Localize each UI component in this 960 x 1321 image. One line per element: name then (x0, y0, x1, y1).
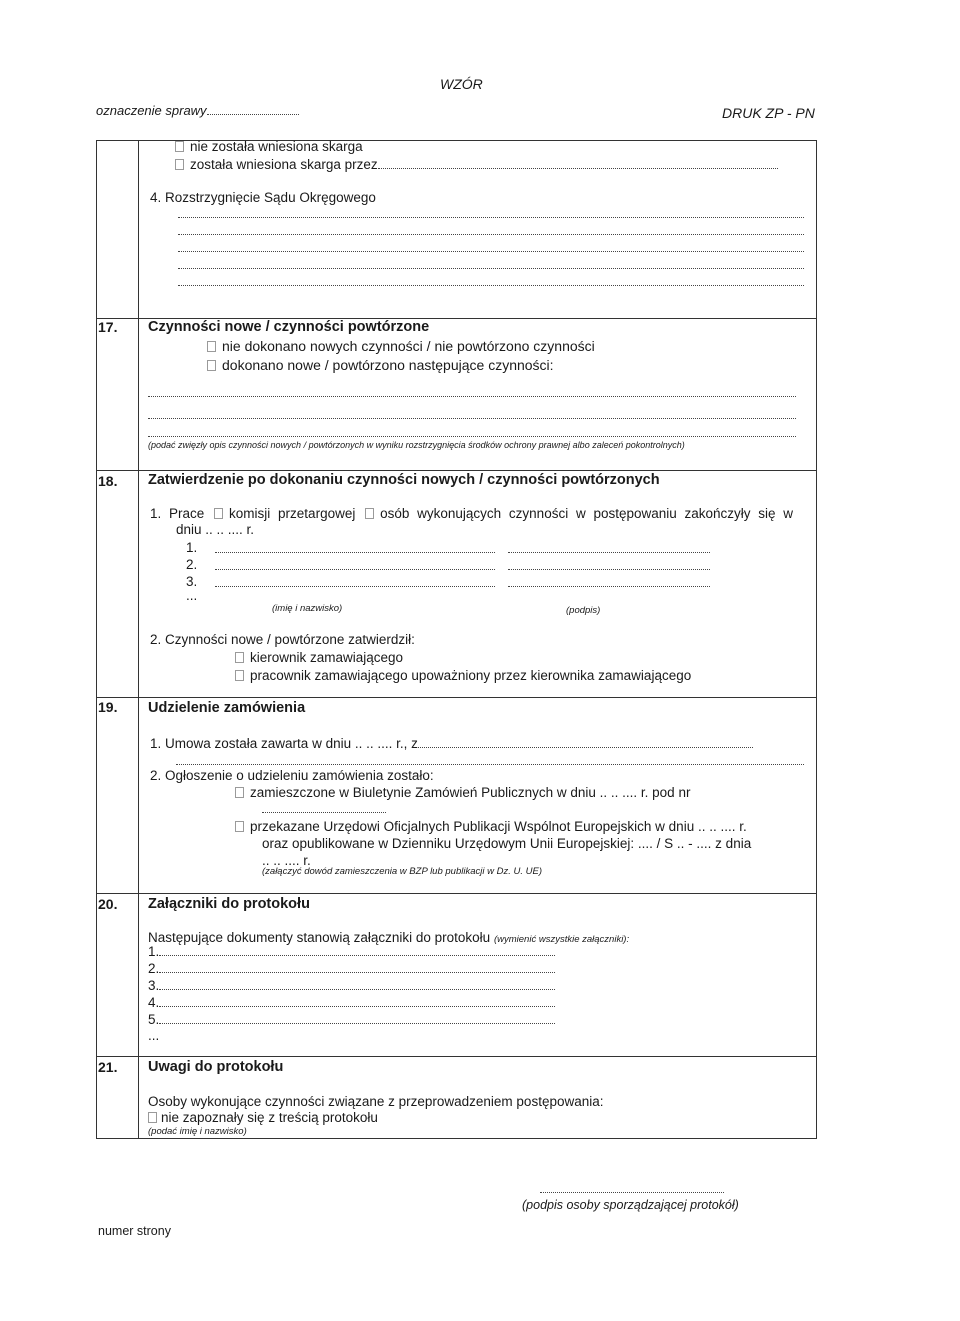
option-bzp-label: zamieszczone w Biuletynie Zamówień Publicznych w dniu .. .. .... r. pod nr (250, 785, 691, 800)
signature-row-2-name[interactable] (215, 569, 495, 570)
district-court-dots-2[interactable] (178, 234, 804, 235)
section-18-number: 18. (98, 473, 118, 489)
option-eu-notice[interactable] (235, 819, 747, 834)
checkbox[interactable] (175, 141, 184, 152)
option-new-actions[interactable] (207, 357, 554, 373)
protocol-signature-dots[interactable] (540, 1192, 724, 1193)
bzp-number-dots[interactable] (262, 812, 386, 813)
option-not-read-protocol[interactable] (148, 1110, 378, 1125)
attachment-4-number: 4. (148, 995, 160, 1010)
section-20-number: 20. (98, 896, 118, 912)
attachment-1 (148, 944, 555, 959)
checkbox-commission[interactable] (214, 508, 223, 519)
protocol-signature-label: (podpis osoby sporządzającej protokół) (522, 1198, 739, 1212)
section-21-number: 21. (98, 1059, 118, 1075)
section-20-title: Załączniki do protokołu (148, 896, 310, 912)
divider-19 (96, 697, 817, 698)
attachment-5-dots[interactable] (159, 1012, 555, 1024)
section-18-point-1 (150, 506, 793, 521)
option-complaint-filed[interactable] (175, 157, 778, 172)
table-bottom-border (96, 1138, 817, 1139)
option-employee-label: pracownik zamawiającego upoważniony przez kierownika zamawiającego (250, 668, 692, 683)
option-not-read-label: nie zapoznały się z treścią protokołu (161, 1110, 378, 1125)
checkbox[interactable] (207, 360, 216, 371)
section-18-title: Zatwierdzenie po dokonaniu czynności nowych / czynności powtórzonych (148, 472, 660, 488)
section-18-date: dniu .. .. .... r. (176, 522, 255, 537)
new-actions-dots-3[interactable] (148, 436, 796, 437)
attachments-intro (148, 930, 629, 945)
point-1-prefix: 1. Prace (150, 506, 205, 521)
signature-row-1-signature[interactable] (508, 552, 710, 553)
attachment-3-dots[interactable] (159, 978, 555, 990)
section-17-note: (podać zwięzły opis czynności nowych / powtórzonych w wyniku rozstrzygnięcia środków ochrony prawnej albo zaleceń pokontrolnych) (148, 440, 685, 450)
signature-row-3-number: 3. (186, 574, 198, 589)
divider-20 (96, 893, 817, 894)
checkbox[interactable] (235, 787, 244, 798)
template-label: WZÓR (440, 76, 483, 92)
option-complaint-not-filed-label: nie została wniesiona skarga (190, 139, 363, 154)
attachment-3-number: 3. (148, 978, 160, 993)
attachment-1-number: 1. (148, 944, 160, 959)
table-left-border (96, 140, 97, 1138)
divider-18 (96, 470, 817, 471)
option-head-label: kierownik zamawiającego (250, 650, 404, 665)
section-19-title: Udzielenie zamówienia (148, 700, 306, 716)
checkbox[interactable] (235, 821, 244, 832)
attachment-5-number: 5. (148, 1012, 160, 1027)
section-18-point-2: 2. Czynności nowe / powtórzone zatwierdził: (150, 632, 415, 647)
point-1-commission: komisji przetargowej (229, 506, 356, 521)
option-no-new-actions-label: nie dokonano nowych czynności / nie powtórzono czynności (222, 338, 595, 354)
option-new-actions-label: dokonano nowe / powtórzono następujące czynności: (222, 357, 554, 373)
section-17-title: Czynności nowe / czynności powtórzone (148, 319, 430, 335)
attachment-3 (148, 978, 555, 993)
option-complaint-filed-label: została wniesiona skarga przez (190, 157, 378, 172)
district-court-dots-5[interactable] (178, 285, 804, 286)
new-actions-dots-1[interactable] (148, 396, 796, 397)
case-designation-text: oznaczenie sprawy (96, 103, 207, 118)
eu-journal-date: .. .. .... r. (262, 853, 311, 868)
signature-row-1-name[interactable] (215, 552, 495, 553)
section-21-title: Uwagi do protokołu (148, 1059, 284, 1075)
name-column-label: (imię i nazwisko) (272, 603, 343, 614)
section-21-note: (podać imię i nazwisko) (148, 1126, 247, 1137)
contract-party-dots-2[interactable] (176, 764, 804, 765)
checkbox-persons[interactable] (365, 508, 374, 519)
signature-row-2-number: 2. (186, 557, 198, 572)
page-number-label: numer strony (98, 1224, 171, 1238)
section-17-number: 17. (98, 319, 118, 335)
attachment-4 (148, 995, 555, 1010)
complaint-filed-by-dots[interactable] (378, 157, 778, 169)
attachment-2 (148, 961, 555, 976)
attachments-intro-text: Następujące dokumenty stanowią załączniki do protokołu (148, 930, 491, 945)
notice-published-label: 2. Ogłoszenie o udzieleniu zamówienia zostało: (150, 768, 434, 783)
signature-row-1-number: 1. (186, 540, 198, 555)
district-court-dots-3[interactable] (178, 251, 804, 252)
signature-row-2-signature[interactable] (508, 569, 710, 570)
section-19-note: (załączyć dowód zamieszczenia w BZP lub publikacji w Dz. U. UE) (262, 866, 542, 877)
point-1-persons: osób wykonujących czynności w postępowaniu zakończyły się w (380, 506, 794, 521)
attachments-intro-note: (wymienić wszystkie załączniki): (493, 934, 630, 945)
checkbox[interactable] (235, 670, 244, 681)
attachment-5 (148, 1012, 555, 1027)
eu-journal-publication: oraz opublikowane w Dzienniku Urzędowym Unii Europejskiej: .... / S .. - .... z dnia (262, 836, 752, 851)
option-authorized-employee[interactable] (235, 668, 691, 683)
signature-row-3-signature[interactable] (508, 586, 710, 587)
signature-row-3-name[interactable] (215, 586, 495, 587)
option-no-new-actions[interactable] (207, 338, 595, 354)
signature-rows-ellipsis: ... (186, 588, 198, 603)
option-eu-label: przekazane Urzędowi Oficjalnych Publikacji Wspólnot Europejskich w dniu .. .. .... r. (250, 819, 747, 834)
case-designation-label (96, 103, 299, 118)
remarks-intro: Osoby wykonujące czynności związane z przeprowadzeniem postępowania: (148, 1094, 604, 1109)
contract-concluded (150, 736, 753, 751)
divider-21 (96, 1056, 817, 1057)
option-complaint-not-filed[interactable] (175, 139, 363, 154)
signature-column-label: (podpis) (566, 605, 601, 616)
table-number-column-border (138, 140, 139, 1138)
option-head-of-ordering-party[interactable] (235, 650, 403, 665)
contract-party-dots[interactable] (418, 736, 753, 748)
attachment-1-dots[interactable] (159, 944, 555, 956)
checkbox[interactable] (207, 341, 216, 352)
contract-concluded-text: 1. Umowa została zawarta w dniu .. .. .... r., z (150, 736, 418, 751)
option-bzp-notice[interactable] (235, 785, 690, 800)
checkbox[interactable] (235, 652, 244, 663)
district-court-decision-label: 4. Rozstrzygnięcie Sądu Okręgowego (150, 190, 376, 205)
attachment-2-number: 2. (148, 961, 160, 976)
district-court-dots-4[interactable] (178, 268, 804, 269)
table-right-border (816, 140, 817, 1138)
form-code: DRUK ZP - PN (722, 105, 815, 121)
section-19-number: 19. (98, 699, 118, 715)
district-court-dots-1[interactable] (178, 217, 804, 218)
attachment-4-dots[interactable] (159, 995, 555, 1007)
checkbox[interactable] (148, 1112, 157, 1123)
new-actions-dots-2[interactable] (148, 418, 796, 419)
case-designation-dots (207, 103, 299, 115)
attachments-ellipsis: ... (148, 1028, 160, 1043)
checkbox[interactable] (175, 159, 184, 170)
attachment-2-dots[interactable] (159, 961, 555, 973)
